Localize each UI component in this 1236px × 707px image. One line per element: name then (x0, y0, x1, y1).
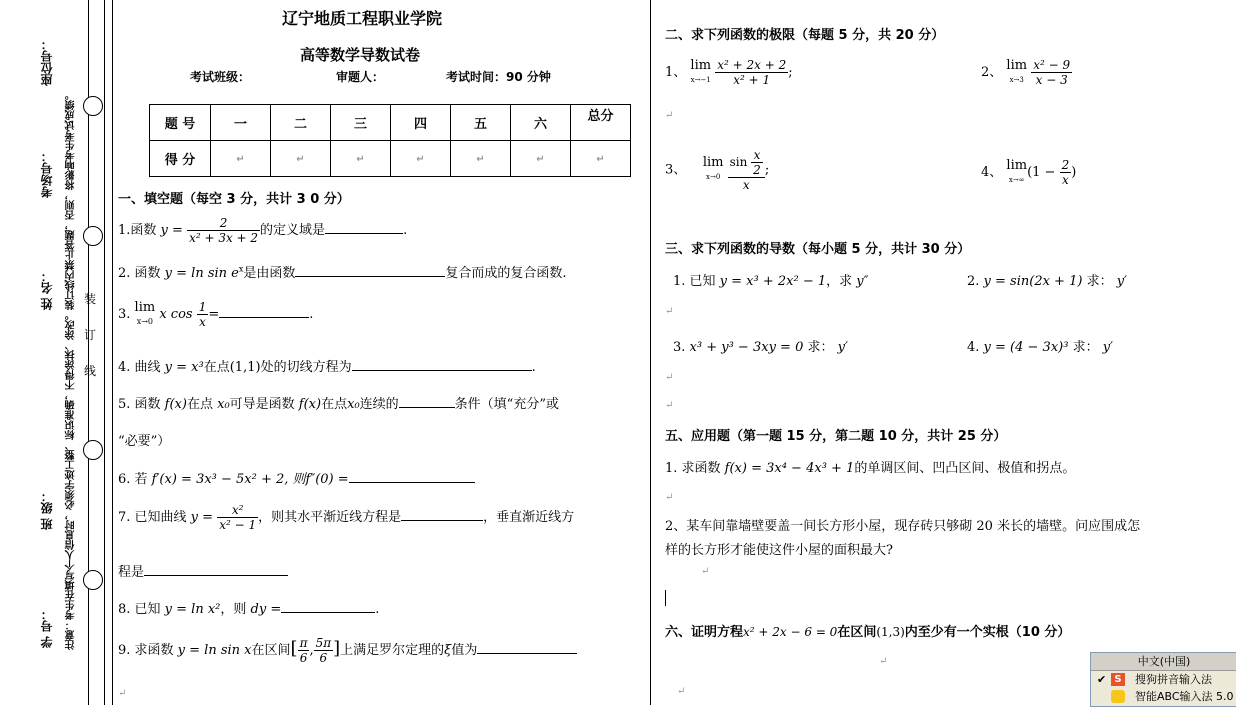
score-input-cell[interactable] (271, 141, 331, 177)
deriv-q2 (967, 270, 1127, 289)
score-table-cell: 二 (271, 105, 331, 141)
deriv-q4-ask: y′ (1102, 340, 1113, 355)
para-mark: ↵ (677, 686, 686, 697)
name-label: 姓 名： (40, 270, 54, 311)
exam-time: 考试时间：90 分钟 (446, 70, 551, 84)
q9-post: 上满足罗尔定理的 (340, 643, 445, 658)
q4-post: 处的切线方程为 (260, 360, 352, 375)
answer-blank[interactable] (219, 305, 309, 318)
limit-q1-fraction (715, 58, 788, 87)
q8-post: ，则 (220, 602, 251, 617)
binding-notice: 注意：考生在填写个人信息时，必须字迹工整、标识准确，不得涂抹、涂改。装订线内禁止答题，否则，将影响考生考试成绩。 (66, 90, 77, 650)
student-no-label: 学 号： (40, 608, 54, 649)
q5-x0a: x₀ (217, 397, 230, 412)
para-mark: ↵ (665, 372, 674, 383)
deriv-q1-post: ，求 (826, 274, 857, 289)
answer-blank[interactable] (295, 264, 445, 277)
exam-title: 高等数学导数试卷 (300, 46, 421, 64)
limit-q2-fraction (1031, 58, 1072, 87)
q3-end: . (309, 307, 314, 322)
score-input-cell[interactable] (391, 141, 451, 177)
q5-x0b: x₀ (347, 397, 360, 412)
limit-q2 (981, 58, 1072, 87)
q3-lim: lim (134, 299, 156, 315)
limit-q2-lim-text: lim (1006, 57, 1028, 73)
para-mark: ↵ (536, 154, 545, 165)
right-page (651, 0, 1236, 705)
score-table-cell: 四 (391, 105, 451, 141)
limit-q2-num: x² − 9 (1033, 58, 1071, 72)
score-input-cell[interactable] (511, 141, 571, 177)
answer-blank[interactable] (401, 508, 483, 521)
limit-q3-sin: sin (729, 155, 748, 169)
para-mark: ↵ (665, 492, 674, 503)
question-5 (118, 393, 559, 412)
question-6 (118, 468, 475, 487)
binding-line (104, 0, 105, 705)
limit-q2-label: 2、 (981, 65, 1003, 80)
ime-item-sogou[interactable] (1091, 671, 1236, 688)
q7-den: x² − 1 (219, 518, 257, 532)
deriv-q4-label: 4. (967, 340, 984, 355)
q5-f1: f(x) (164, 397, 187, 412)
score-input-cell[interactable] (331, 141, 391, 177)
answer-blank[interactable] (399, 395, 455, 408)
check-icon: ✔ (1097, 673, 1107, 686)
q1-den: x² + 3x + 2 (189, 231, 259, 245)
ime-item-abc[interactable] (1091, 688, 1236, 705)
q7-y: y = (190, 510, 214, 525)
q9-rbracket: ] (333, 638, 341, 659)
deriv-q4 (967, 336, 1113, 355)
q9-frac1 (298, 636, 310, 665)
limit-q1 (665, 58, 793, 87)
ime-item-label: 搜狗拼音输入法 (1135, 673, 1212, 686)
q5-mid2: 可导是函数 (229, 397, 299, 412)
q6-expr: f′(x) = 3x³ − 5x² + 2, 则f″(0) = (151, 472, 349, 487)
q9-d1: 6 (299, 651, 308, 665)
q7-mid: ，垂直渐近线方 (483, 510, 575, 525)
score-input-cell[interactable] (571, 141, 631, 177)
question-4 (118, 356, 536, 375)
deriv-q1-label: 1. 已知 (673, 274, 720, 289)
binding-char-ding: 订 (84, 328, 97, 342)
limit-q3 (665, 148, 769, 192)
limit-q3-sub: x→0 (706, 173, 721, 181)
deriv-q4-post: 求： (1068, 340, 1103, 355)
q9-mid: 在区间 (251, 643, 291, 658)
ime-menu[interactable] (1090, 652, 1236, 707)
limit-q4-expr: (1 − (1027, 165, 1056, 180)
para-mark: ↵ (665, 400, 674, 411)
deriv-q4-expr: y = (4 − 3x)³ (983, 340, 1069, 355)
para-mark: ↵ (665, 110, 674, 121)
limit-q3-lim-text: lim (702, 155, 724, 170)
para-mark: ↵ (596, 154, 605, 165)
q4-prefix: 4. 曲线 (118, 360, 165, 375)
school-name: 辽宁地质工程职业学院 (282, 9, 443, 28)
app-q2-line1: 2、某车间靠墙壁要盖一间长方形小屋，现存砖只够砌 20 米长的墙壁。问应围成怎 (665, 519, 1141, 534)
deriv-q2-expr: y = sin(2x + 1) (983, 274, 1083, 289)
q1-post: 的定义域是 (260, 223, 326, 238)
score-table-score-row (150, 141, 631, 177)
section6-title (665, 621, 1070, 640)
score-input-cell[interactable] (451, 141, 511, 177)
limit-q4 (981, 158, 1076, 187)
binding-char-zhuang: 装 (84, 292, 97, 306)
para-mark: ↵ (701, 566, 710, 577)
question-3 (118, 300, 313, 329)
q8-dy: dy = (250, 602, 282, 617)
limit-q1-lim-text: lim (690, 57, 712, 73)
deriv-q2-ask: y′ (1116, 274, 1127, 289)
limit-q1-den: x² + 1 (733, 73, 771, 87)
app-q1-expr: f(x) = 3x⁴ − 4x³ + 1 (724, 461, 855, 476)
q9-n1: π (299, 636, 308, 650)
limit-q1-end: ; (788, 65, 793, 80)
para-mark: ↵ (296, 154, 305, 165)
q1-end: . (403, 223, 408, 238)
question-7 (118, 503, 574, 532)
score-input-cell[interactable] (211, 141, 271, 177)
limit-q1-sub: x→−1 (690, 75, 711, 84)
limit-q3-num (728, 148, 765, 178)
limit-q4-den: x (1062, 173, 1069, 187)
limit-q2-den: x − 3 (1035, 73, 1068, 87)
q4-end: . (531, 360, 536, 375)
sogou-logo-icon: S (1111, 673, 1125, 686)
answer-blank[interactable] (349, 470, 475, 483)
answer-blank[interactable] (281, 600, 375, 613)
question-8 (118, 598, 379, 617)
answer-blank[interactable] (352, 358, 532, 371)
q1-y: y = (160, 223, 183, 238)
q9-lbracket: [ (290, 638, 298, 659)
deriv-q1 (673, 270, 868, 289)
binding-line (112, 0, 113, 705)
q1-fraction (187, 216, 260, 245)
deriv-q1-ask: y″ (856, 274, 869, 289)
section6-post: 内至少有一个实根（10 分） (904, 625, 1071, 640)
q3-prefix: 3. (118, 307, 135, 322)
q7-line2: 程是 (118, 565, 145, 580)
section5-title: 五、应用题（第一题 15 分，第二题 10 分，共计 25 分） (665, 429, 1007, 444)
limit-q2-lim (1006, 59, 1027, 87)
limit-q4-sub: x→∞ (1008, 175, 1025, 184)
q9-d2: 6 (319, 651, 328, 665)
q7-fraction (217, 503, 258, 532)
limit-q3-end: ; (764, 162, 770, 178)
question-5-line2: “必要”） (118, 434, 171, 449)
limit-q4-num: 2 (1061, 158, 1070, 172)
section2-title: 二、求下列函数的极限（每题 5 分，共 20 分） (665, 28, 945, 43)
q3-limit (135, 301, 156, 329)
deriv-q1-expr: y = x³ + 2x² − 1 (719, 274, 827, 289)
q2-expr: y = ln sin e (164, 266, 239, 281)
question-2: 2. 函数 $y = \ln \sin e^x$是由函数 复合而成的复合函数. (118, 264, 567, 281)
limit-q1-num: x² + 2x + 2 (717, 58, 787, 72)
app-q2-line2: 样的长方形才能使这件小屋的面积最大? (665, 543, 893, 558)
para-mark: ↵ (665, 306, 674, 317)
ime-language-title: 中文(中国) (1091, 653, 1236, 671)
q4-mid: 在点 (203, 360, 230, 375)
room-label: 考场号： (40, 150, 54, 198)
q5-f2: f(x) (298, 397, 322, 412)
limit-q4-label: 4、 (981, 165, 1003, 180)
reviewer-field-label: 审题人： (336, 70, 385, 84)
para-mark: ↵ (118, 688, 127, 699)
limit-q4-fraction (1060, 158, 1072, 187)
deriv-q3-expr: x³ + y³ − 3xy = 0 (689, 340, 804, 355)
question-9 (118, 636, 577, 665)
score-table-cell: 总分 (571, 105, 631, 141)
section3-title: 三、求下列函数的导数（每小题 5 分，共计 30 分） (665, 242, 971, 257)
answer-blank[interactable] (477, 641, 577, 654)
limit-q3-label: 3、 (665, 162, 687, 178)
q5-mid3: 在点 (321, 397, 348, 412)
score-table-cell: 六 (511, 105, 571, 141)
limit-q3-inner (751, 148, 763, 177)
answer-blank[interactable] (144, 563, 288, 576)
class-field-label: 考试班级： (190, 70, 251, 84)
binding-ring (83, 440, 103, 460)
q3-sub: x→0 (136, 316, 154, 326)
para-mark: ↵ (356, 154, 365, 165)
q5-tail: 条件（填“充分”或 (454, 397, 559, 412)
score-table-cell: 题 号 (150, 105, 211, 141)
para-mark: ↵ (879, 656, 888, 667)
limit-q3-den: x (742, 178, 750, 192)
answer-blank[interactable] (325, 221, 403, 234)
section1-title: 一、填空题（每空 3 分，共计 3 0 分） (118, 192, 350, 207)
question-7-line2 (118, 561, 288, 580)
q1-prefix: 1.函数 (118, 223, 161, 238)
q7-prefix: 7. 已知曲线 (118, 510, 191, 525)
deriv-q3-post: 求： (803, 340, 838, 355)
deriv-q3-ask: y′ (837, 340, 848, 355)
q9-n2: 5π (315, 636, 332, 650)
q3-eq: = (208, 307, 220, 322)
q6-prefix: 6. 若 (118, 472, 152, 487)
q7-post: ，则其水平渐近线方程是 (258, 510, 402, 525)
abc-logo-icon (1111, 690, 1125, 703)
q9-expr: y = ln sin x (177, 643, 252, 658)
q5-mid1: 在点 (186, 397, 218, 412)
q8-expr: y = ln x² (164, 602, 221, 617)
q9-end: 值为 (451, 643, 478, 658)
app-q1-post: 的单调区间、凹凸区间、极值和拐点。 (854, 461, 1076, 476)
q5-post: 连续的 (359, 397, 399, 412)
score-table-cell: 得 分 (150, 141, 211, 177)
limit-q4-close: ) (1071, 165, 1077, 180)
para-mark: ↵ (476, 154, 485, 165)
deriv-q3 (673, 336, 848, 355)
para-mark: ↵ (236, 154, 245, 165)
q2-end: 复合而成的复合函数. (445, 266, 567, 281)
limit-q1-label: 1、 (665, 65, 687, 80)
q3-num: 1 (198, 300, 207, 314)
text-caret (665, 590, 666, 606)
q9-frac2 (314, 636, 334, 665)
q9-prefix: 9. 求函数 (118, 643, 178, 658)
binding-ring (83, 570, 103, 590)
app-q1 (665, 457, 1075, 476)
limit-q3-fraction (728, 148, 765, 192)
q8-prefix: 8. 已知 (118, 602, 165, 617)
q9-comma: , (309, 643, 314, 658)
limit-q4-lim (1006, 159, 1027, 187)
score-table-cell: 五 (451, 105, 511, 141)
deriv-q2-post: 求： (1082, 274, 1117, 289)
class-label: 班 级： (40, 490, 54, 531)
q3-expr: x cos (159, 307, 193, 322)
q4-point: (1,1) (229, 360, 261, 375)
limit-q3-lim (703, 156, 724, 184)
q5-prefix: 5. 函数 (118, 397, 165, 412)
section6-mid: 在区间 (837, 625, 877, 640)
q9-xi: ξ (444, 643, 452, 658)
app-q1-prefix: 1. 求函数 (665, 461, 725, 476)
deriv-q2-label: 2. (967, 274, 984, 289)
section6-expr: x² + 2x − 6 = 0 (743, 625, 838, 639)
limit-q3-inner-den: 2 (753, 163, 761, 177)
limit-q4-lim-text: lim (1006, 157, 1028, 173)
q2-prefix: 2. 函数 (118, 266, 165, 281)
section6-prefix: 六、证明方程 (665, 625, 744, 640)
limit-q2-sub: x→3 (1009, 75, 1024, 84)
limit-q3-inner-num: x (751, 148, 763, 163)
q3-den: x (199, 315, 206, 329)
q3-fraction (197, 300, 209, 329)
q8-end: . (375, 602, 380, 617)
score-table-header-row (150, 105, 631, 141)
q2-post: 是由函数 (243, 266, 296, 281)
score-table-cell: 三 (331, 105, 391, 141)
binding-ring (83, 96, 103, 116)
q1-num: 2 (187, 216, 260, 231)
ime-item-label: 智能ABC输入法 5.0 (1135, 690, 1234, 703)
score-table (149, 104, 631, 177)
seat-label: 座位号： (40, 38, 54, 86)
q7-num: x² (217, 503, 258, 518)
binding-char-xian: 线 (84, 364, 97, 378)
score-table-cell: 一 (211, 105, 271, 141)
para-mark: ↵ (416, 154, 425, 165)
binding-ring (83, 226, 103, 246)
question-1 (118, 216, 407, 245)
q4-expr: y = x³ (164, 360, 204, 375)
section6-interval: (1,3) (876, 625, 905, 639)
limit-q1-lim (690, 59, 711, 87)
deriv-q3-label: 3. (673, 340, 690, 355)
